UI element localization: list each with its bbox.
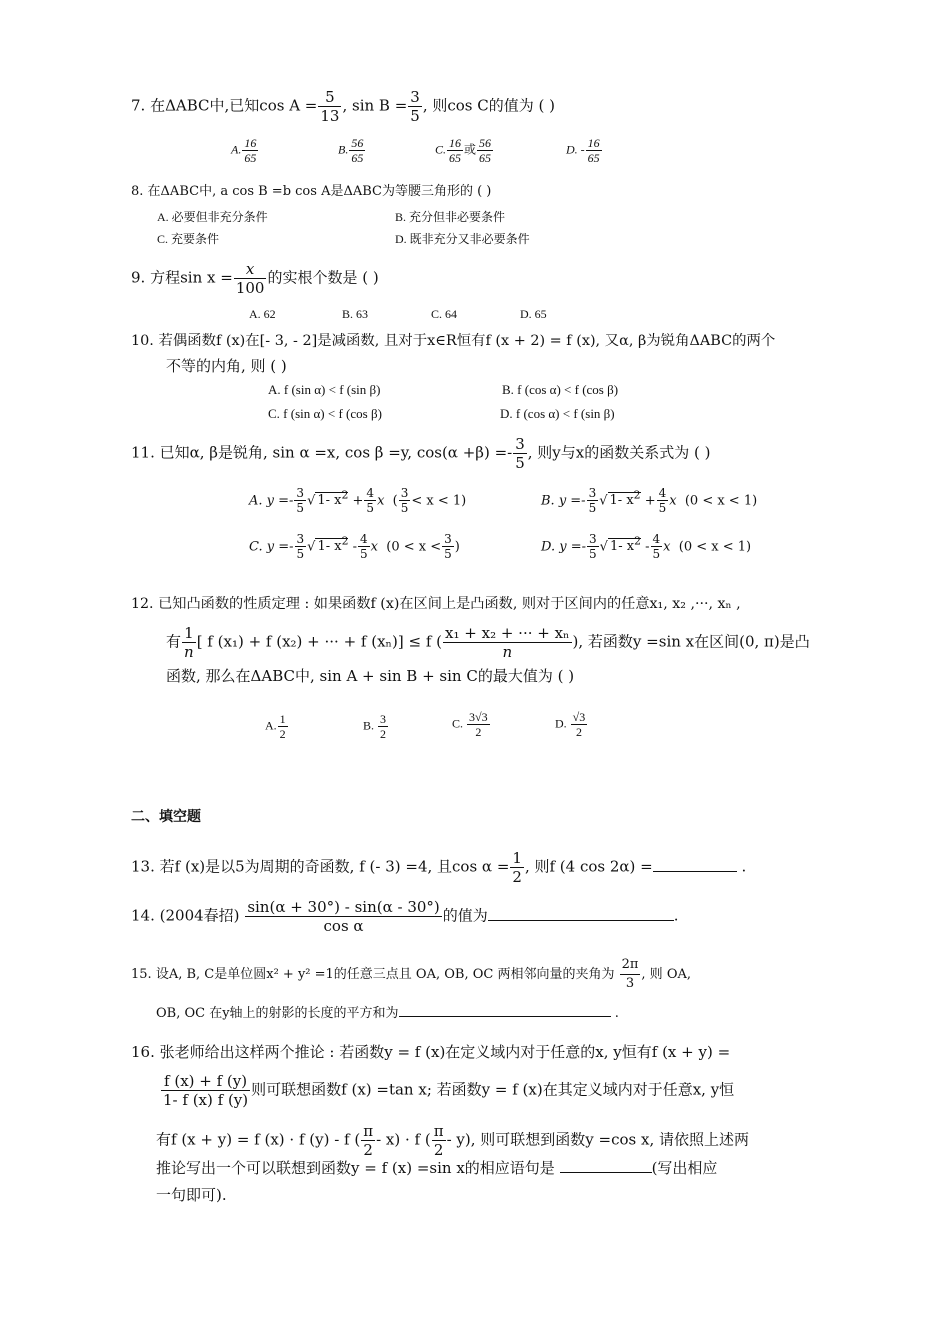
- q15-end: .: [614, 1006, 619, 1021]
- q14-answer-blank[interactable]: [488, 906, 674, 921]
- frac-den: 65: [587, 151, 600, 165]
- frac-4-5: $\frac{4}{5}$: [366, 486, 375, 516]
- q8-option-d[interactable]: D. 既非充分又非必要条件: [395, 232, 530, 246]
- q12-line1: [131, 594, 741, 614]
- q9-option-a[interactable]: A. 62: [249, 307, 276, 321]
- q12-number: 12.: [131, 596, 154, 612]
- q14-frac: [245, 898, 441, 935]
- frac-4-5: $\frac{4}{5}$: [658, 486, 667, 516]
- frac-num: 3: [296, 486, 305, 501]
- q7-option-c-frac2: [477, 136, 493, 165]
- q14-text-b: 的值为: [442, 906, 488, 925]
- q10-option-c[interactable]: C. f (sin α) < f (cos β): [268, 406, 382, 421]
- frac-4-5: $\frac{4}{5}$: [360, 532, 368, 562]
- sqrt-radicand: [315, 489, 349, 509]
- q7-text-c: , 则cos C的值为 ( ): [422, 96, 555, 115]
- q11-option-b[interactable]: B. y =- $\frac{3}{5}$ √ 1- $x^2$ + $\frac{4}{5}$ x (0 < x < 1): [541, 486, 758, 516]
- q12-option-b[interactable]: [363, 712, 389, 741]
- q15-number: 15.: [131, 967, 152, 982]
- q11-d-range: (0 < x < 1): [678, 539, 752, 555]
- frac-num: 1: [279, 712, 286, 726]
- frac-num: 1: [512, 849, 522, 867]
- q14-end: .: [673, 906, 679, 925]
- frac-3-5: $\frac{3}{5}$: [588, 486, 597, 516]
- frac-den: n: [184, 643, 194, 661]
- q7-frac-num: 5: [318, 88, 341, 107]
- q12-option-c[interactable]: [452, 710, 491, 739]
- q16-line4: [156, 1158, 717, 1178]
- q16-line3-text-c: - y), 则可联想到函数y =cos x, 请依照上述两: [446, 1130, 749, 1149]
- q9-frac: [234, 260, 267, 297]
- q7-option-c-or: 或: [464, 142, 477, 157]
- q11-c-range-close: ): [454, 539, 460, 555]
- frac-4-5: $\frac{4}{5}$: [652, 532, 661, 562]
- frac-num: 56: [351, 136, 364, 150]
- q15-line1-text-a: 设A, B, C是单位圆x² + y² =1的任意三点且 OA, OB, OC 两相邻向量的夹角为: [155, 967, 615, 982]
- q11-option-d-label: D. y =-: [541, 539, 586, 555]
- q11-a-range-close: < x < 1): [411, 493, 467, 509]
- frac-3-5b: $\frac{3}{5}$: [400, 486, 409, 516]
- frac-num: 2π: [620, 956, 641, 975]
- q12-option-c-frac: [467, 710, 490, 739]
- q7-stem: [131, 88, 555, 125]
- frac-den: 3: [625, 976, 635, 991]
- frac-den: 65: [244, 151, 257, 165]
- q12-line2: [166, 624, 810, 661]
- radicand-exp: 2: [341, 489, 349, 502]
- sqrt-radicand: 1- $x^2$: [317, 535, 349, 555]
- q12-option-a-frac: [278, 712, 288, 741]
- q11-option-a[interactable]: A. y =- $\frac{3}{5}$ √ 1- $x^2$ + $\frac{4}{5}$ x ( $\frac{3}{5}$ < x < 1): [249, 486, 467, 516]
- q11-frac: [513, 435, 527, 472]
- q15-line2-text: OB, OC 在y轴上的射影的长度的平方和为: [156, 1006, 399, 1021]
- q12-line3: 函数, 那么在ΔABC中, sin A + sin B + sin C的最大值为 ( ): [166, 667, 575, 685]
- q16-line5: 一句即可).: [156, 1186, 227, 1204]
- q8-text: 在ΔABC中, a cos B =b cos A是ΔABC为等腰三角形的 ( ): [147, 184, 492, 199]
- q12-frac-1-n: [182, 624, 196, 661]
- q8-stem: [131, 182, 491, 202]
- frac-3-5: [294, 486, 306, 515]
- frac-den: 2: [575, 725, 582, 739]
- q15-frac: [620, 956, 641, 993]
- q11-option-c[interactable]: C. y =- $\frac{3}{5}$ √ 1- $x^2$ - $\frac{4}{5}$ x (0 < x < $\frac{3}{5}$ ): [249, 532, 460, 562]
- frac-den: n: [502, 643, 513, 661]
- frac-num: f (x) + f (y): [161, 1072, 250, 1091]
- q11-stem: [131, 435, 710, 472]
- frac-den: cos α: [323, 917, 364, 935]
- q12-option-a-label: A.: [265, 718, 277, 733]
- q13-answer-blank[interactable]: [653, 857, 737, 872]
- q15-answer-blank[interactable]: [399, 1002, 611, 1017]
- frac-num: x: [234, 260, 267, 279]
- q11-option-b-label: B. y =-: [541, 493, 586, 509]
- q14-stem: [131, 898, 679, 935]
- frac-3-5: $\frac{3}{5}$: [296, 532, 305, 562]
- frac-num: 3√3: [469, 710, 488, 724]
- q15-line1: [131, 956, 691, 993]
- q11-a-range-open: (: [392, 493, 398, 509]
- q16-frac-pi2b: [432, 1122, 446, 1159]
- q16-line3-text-b: - x) · f (: [376, 1130, 431, 1149]
- q7-option-a-label: A.: [231, 142, 242, 157]
- q12-frac-mean: [443, 624, 572, 661]
- q8-option-a[interactable]: A. 必要但非充分条件: [157, 210, 268, 224]
- q10-option-a[interactable]: A. f (sin α) < f (sin β): [268, 382, 381, 397]
- q14-text-a: (2004春招): [159, 906, 240, 925]
- q12-option-b-label: B.: [363, 718, 375, 733]
- q7-option-b-frac: [349, 136, 365, 165]
- q10-stem-line2: 不等的内角, 则 ( ): [166, 357, 287, 375]
- frac-den: 2: [363, 1141, 373, 1159]
- q7-text-a: 在ΔABC中,已知cos A =: [150, 96, 318, 115]
- q10-text: 若偶函数f (x)在[- 3, - 2]是减函数, 且对于x∈R恒有f (x + 2) = f (x), 又α, β为锐角ΔABC的两个: [158, 333, 776, 349]
- q7-option-b-label: B.: [338, 142, 349, 157]
- sqrt-radicand: 1- $x^2$: [609, 535, 641, 555]
- frac-den: 2: [433, 1141, 444, 1159]
- q11-b-range: (0 < x < 1): [684, 493, 758, 509]
- frac-den: 100: [235, 279, 265, 297]
- q7-option-a-frac: [242, 136, 258, 165]
- frac-num: x₁ + x₂ + ··· + xₙ: [445, 624, 570, 642]
- q9-option-d[interactable]: D. 65: [520, 307, 547, 321]
- frac-den: 2: [475, 725, 482, 739]
- q7-option-c-frac1: [447, 136, 463, 165]
- frac-num: π: [433, 1122, 444, 1140]
- q7-text-b: , sin B =: [342, 96, 408, 115]
- q7-option-d-label: D. -: [566, 142, 585, 157]
- q16-line2-text: 则可联想函数f (x) =tan x; 若函数y = f (x)在其定义域内对于任意x, y恒: [251, 1080, 735, 1099]
- q9-option-b[interactable]: B. 63: [342, 307, 369, 321]
- q12-option-d[interactable]: [555, 710, 588, 739]
- q8-option-b[interactable]: B. 充分但非必要条件: [395, 210, 506, 224]
- frac-num: 16: [449, 136, 462, 150]
- q13-end: .: [741, 857, 747, 876]
- q7-frac-sinB: [408, 88, 422, 125]
- q12-line2-text-b: [ f (x₁) + f (x₂) + ··· + f (xₙ)] ≤ f (: [196, 632, 443, 651]
- frac-3-5b: $\frac{3}{5}$: [444, 532, 452, 562]
- q7-number: 7.: [131, 96, 146, 115]
- q9-option-c[interactable]: C. 64: [431, 307, 458, 321]
- q8-option-c[interactable]: C. 充要条件: [157, 232, 220, 246]
- q16-frac-pi2a: [361, 1122, 375, 1159]
- frac-num: π: [363, 1122, 374, 1140]
- frac-den: 5: [296, 501, 305, 516]
- q12-option-d-label: D.: [555, 716, 567, 731]
- radicand-text: 1- x: [317, 493, 342, 509]
- q7-frac-den: 13: [320, 107, 340, 125]
- q9-text-a: 方程sin x =: [150, 268, 233, 287]
- q14-number: 14.: [131, 906, 155, 925]
- q10-option-b[interactable]: B. f (cos α) < f (cos β): [502, 382, 619, 397]
- q11-option-c-label: C. y =-: [249, 539, 294, 555]
- frac-num: √3: [572, 710, 586, 724]
- frac-den: 2: [380, 727, 387, 741]
- frac-num: 16: [244, 136, 257, 150]
- q16-line4-text-b: (写出相应: [651, 1159, 718, 1177]
- q13-number: 13.: [131, 857, 155, 876]
- q11-option-a-label: A. y =-: [249, 493, 294, 509]
- q13-stem: [131, 849, 746, 886]
- q7-option-c[interactable]: [435, 136, 494, 165]
- frac-den: 65: [479, 151, 492, 165]
- frac-den: 65: [351, 151, 364, 165]
- q16-answer-blank[interactable]: [560, 1158, 652, 1173]
- section-title: 二、填空题: [131, 809, 201, 825]
- q7-option-c-label: C.: [435, 142, 447, 157]
- q12-option-a[interactable]: [265, 712, 289, 741]
- q15-line1-text-b: , 则 OA,: [641, 967, 691, 982]
- q16-line4-text-a: 推论写出一个可以联想到函数y = f (x) =sin x的相应语句是: [156, 1159, 555, 1177]
- frac-num: sin(α + 30°) - sin(α - 30°): [247, 898, 440, 916]
- q11-text-a: 已知α, β是锐角, sin α =x, cos β =y, cos(α +β) =-: [159, 443, 513, 462]
- frac-num: 3: [380, 712, 387, 726]
- q7-frac-cosA: [318, 88, 341, 125]
- frac-num: 16: [587, 136, 600, 150]
- q12-line2-text-a: 有: [166, 632, 182, 651]
- q9-number: 9.: [131, 268, 146, 287]
- q16-line1-text: 张老师给出这样两个推论 : 若函数y = f (x)在定义域内对于任意的x, y恒有f (x + y) =: [159, 1043, 731, 1061]
- q11-number: 11.: [131, 443, 155, 462]
- q12-option-d-frac: [571, 710, 588, 739]
- q7-option-d-frac: [586, 136, 602, 165]
- q13-frac: [510, 849, 524, 886]
- frac-num: 56: [479, 136, 492, 150]
- q7-frac2-num: 3: [410, 88, 420, 106]
- q9-text-b: 的实根个数是 ( ): [267, 268, 379, 287]
- q7-option-a[interactable]: [231, 136, 259, 165]
- q11-text-b: , 则y与x的函数关系式为 ( ): [527, 443, 711, 462]
- q11-option-d[interactable]: D. y =- $\frac{3}{5}$ √ 1- $x^2$ - $\frac{4}{5}$ x (0 < x < 1): [541, 532, 752, 562]
- q10-option-d[interactable]: D. f (cos α) < f (sin β): [500, 406, 615, 421]
- frac-3-5: $\frac{3}{5}$: [589, 532, 597, 562]
- frac-den: 2: [279, 727, 286, 741]
- q10-number: 10.: [131, 333, 154, 349]
- q7-option-d[interactable]: [566, 136, 603, 165]
- q16-number: 16.: [131, 1043, 155, 1061]
- q12-line1-text: 已知凸函数的性质定理 : 如果函数f (x)在区间上是凸函数, 则对于区间内的任意x₁, x₂ ,···, xₙ ,: [158, 596, 741, 612]
- q11-c-range-open: (0 < x <: [386, 539, 442, 555]
- q13-text-b: , 则f (4 cos 2α) =: [524, 857, 653, 876]
- sqrt-radicand: 1- $x^2$: [609, 489, 641, 509]
- q16-line3-text-a: 有f (x + y) = f (x) · f (y) - f (: [156, 1130, 361, 1149]
- frac-den: 5: [515, 454, 525, 472]
- q7-option-b[interactable]: [338, 136, 366, 165]
- q8-number: 8.: [131, 184, 144, 199]
- q16-line1: [131, 1042, 730, 1062]
- q7-frac2-den: 5: [410, 107, 420, 125]
- frac-den: 2: [512, 868, 522, 886]
- q10-stem: [131, 331, 775, 351]
- frac-num: 3: [515, 435, 525, 453]
- q16-line3: [156, 1122, 749, 1159]
- q16-line2: [160, 1072, 734, 1109]
- frac-den: 65: [449, 151, 462, 165]
- q13-text-a: 若f (x)是以5为周期的奇函数, f (- 3) =4, 且cos α =: [159, 857, 510, 876]
- q12-line2-text-c: ), 若函数y =sin x在区间(0, π)是凸: [572, 632, 810, 651]
- q15-line2: [156, 1002, 619, 1024]
- q16-frac-tan: [161, 1072, 250, 1109]
- q12-option-c-label: C.: [452, 716, 464, 731]
- q12-option-b-frac: [378, 712, 388, 741]
- frac-den: 1- f (x) f (y): [163, 1091, 249, 1109]
- q9-stem: [131, 260, 379, 297]
- frac-num: 1: [182, 624, 196, 643]
